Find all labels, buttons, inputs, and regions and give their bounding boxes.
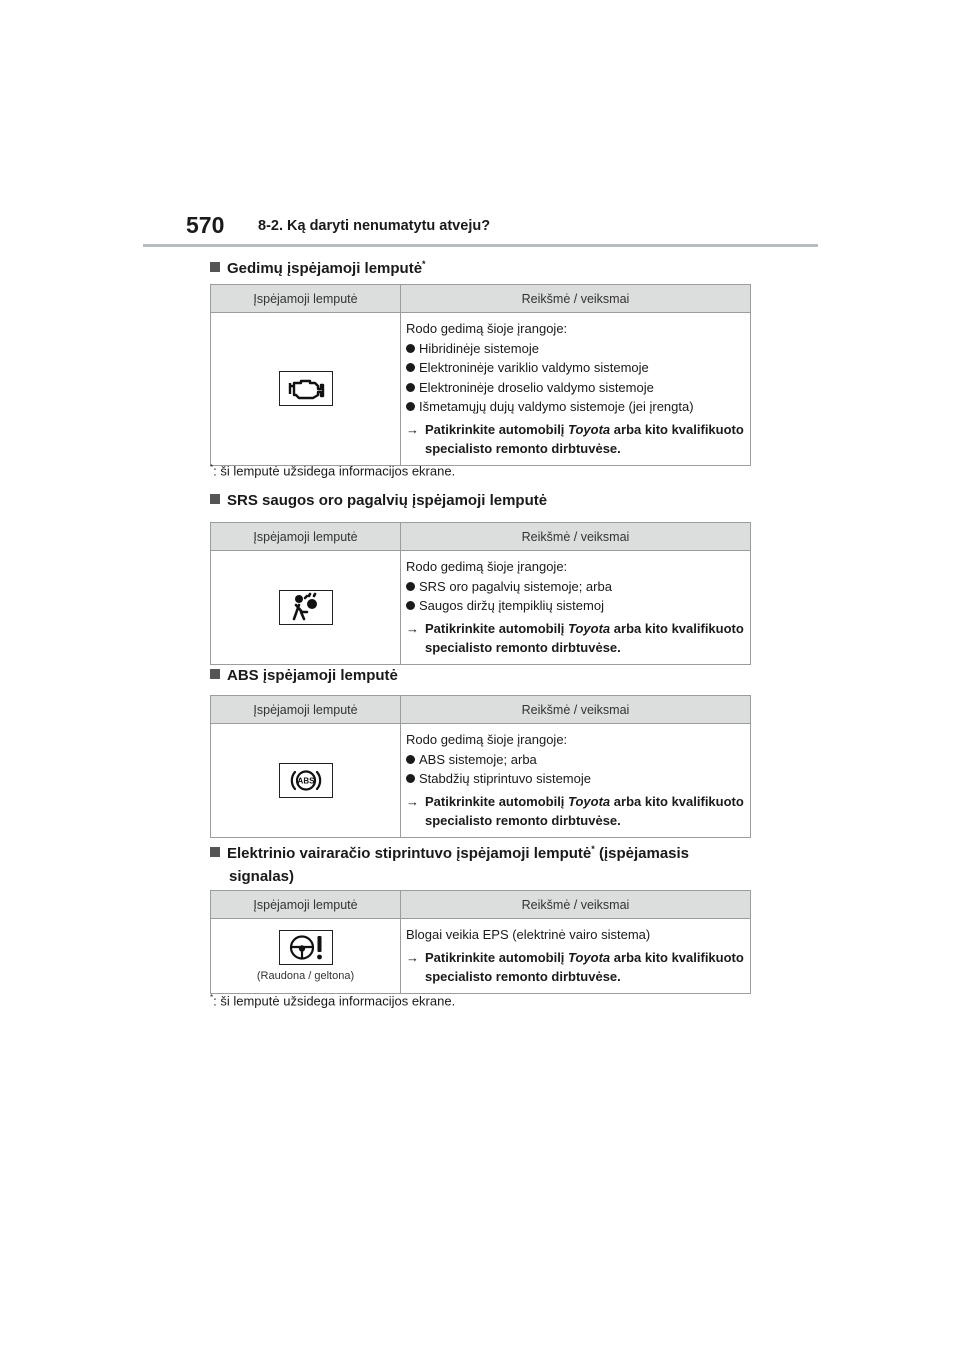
column-header-light: Įspėjamoji lemputė (211, 696, 401, 724)
list-item: Elektroninėje variklio valdymo sistemoje (406, 358, 746, 378)
column-header-meaning: Reikšmė / veiksmai (401, 696, 751, 724)
header-divider (143, 244, 818, 247)
list-item: Saugos diržų įtempiklių sistemoj (406, 596, 746, 616)
section-title-abs: ABS įspėjamoji lemputė (210, 664, 398, 687)
abs-table (210, 695, 751, 838)
icon-cell (211, 919, 401, 994)
column-header-meaning: Reikšmė / veiksmai (401, 523, 751, 551)
icon-cell (211, 551, 401, 665)
description-intro: Rodo gedimą šioje įrangoje: (406, 732, 568, 747)
svg-text:ABS: ABS (297, 776, 314, 786)
eps-table (210, 890, 751, 994)
section-title-srs: SRS saugos oro pagalvių įspėjamoji lemputė (210, 489, 547, 512)
abs-icon (279, 763, 333, 798)
action-instruction: → Patikrinkite automobilį Toyota arba kito kvalifikuoto specialisto remonto dirbtuvėse. (406, 949, 744, 984)
column-header-light: Įspėjamoji lemputė (211, 285, 401, 313)
description-cell (401, 551, 751, 665)
footnote: *: ši lemputė užsidega informacijos ekrane. (210, 993, 456, 1009)
list-item: Elektroninėje droselio valdymo sistemoje (406, 378, 746, 398)
action-instruction: → Patikrinkite automobilį Toyota arba kito kvalifikuoto specialisto remonto dirbtuvėse. (406, 793, 744, 828)
eps-steering-warning-icon (279, 930, 333, 965)
section-title-malfunction: Gedimų įspėjamoji lemputė* (210, 253, 426, 280)
column-header-meaning: Reikšmė / veiksmai (401, 285, 751, 313)
footnote: *: ši lemputė užsidega informacijos ekrane. (210, 463, 456, 479)
description-cell (401, 919, 751, 994)
section-title-eps: Elektrinio vairaračio stiprintuvo įspėjamoji lemputė* (įspėjamasis signalas) (210, 838, 689, 888)
section-square-icon (210, 847, 220, 857)
description-intro: Blogai veikia EPS (elektrinė vairo sistema) (406, 927, 651, 942)
section-square-icon (210, 494, 220, 504)
section-square-icon (210, 669, 220, 679)
column-header-light: Įspėjamoji lemputė (211, 523, 401, 551)
list-item: SRS oro pagalvių sistemoje; arba (406, 577, 746, 597)
malfunction-table (210, 284, 751, 466)
icon-cell (211, 724, 401, 838)
icon-cell (211, 313, 401, 466)
page-number: 570 (186, 212, 225, 238)
srs-table (210, 522, 751, 665)
list-item: Hibridinėje sistemoje (406, 339, 746, 359)
check-engine-icon (279, 371, 333, 406)
section-square-icon (210, 262, 220, 272)
list-item: ABS sistemoje; arba (406, 750, 746, 770)
description-cell (401, 313, 751, 466)
srs-airbag-icon (279, 590, 333, 625)
list-item: Stabdžių stiprintuvo sistemoje (406, 769, 746, 789)
description-intro: Rodo gedimą šioje įrangoje: (406, 559, 568, 574)
icon-caption: (Raudona / geltona) (256, 969, 355, 982)
chapter-title: 8-2. Ką daryti nenumatytu atveju? (258, 218, 491, 234)
action-instruction: → Patikrinkite automobilį Toyota arba kito kvalifikuoto specialisto remonto dirbtuvėse. (406, 620, 744, 655)
column-header-meaning: Reikšmė / veiksmai (401, 891, 751, 919)
description-intro: Rodo gedimą šioje įrangoje: (406, 321, 568, 336)
description-cell (401, 724, 751, 838)
column-header-light: Įspėjamoji lemputė (211, 891, 401, 919)
list-item: Išmetamųjų dujų valdymo sistemoje (jei įrengta) (406, 397, 746, 417)
action-instruction: → Patikrinkite automobilį Toyota arba kito kvalifikuoto specialisto remonto dirbtuvėse. (406, 421, 744, 456)
